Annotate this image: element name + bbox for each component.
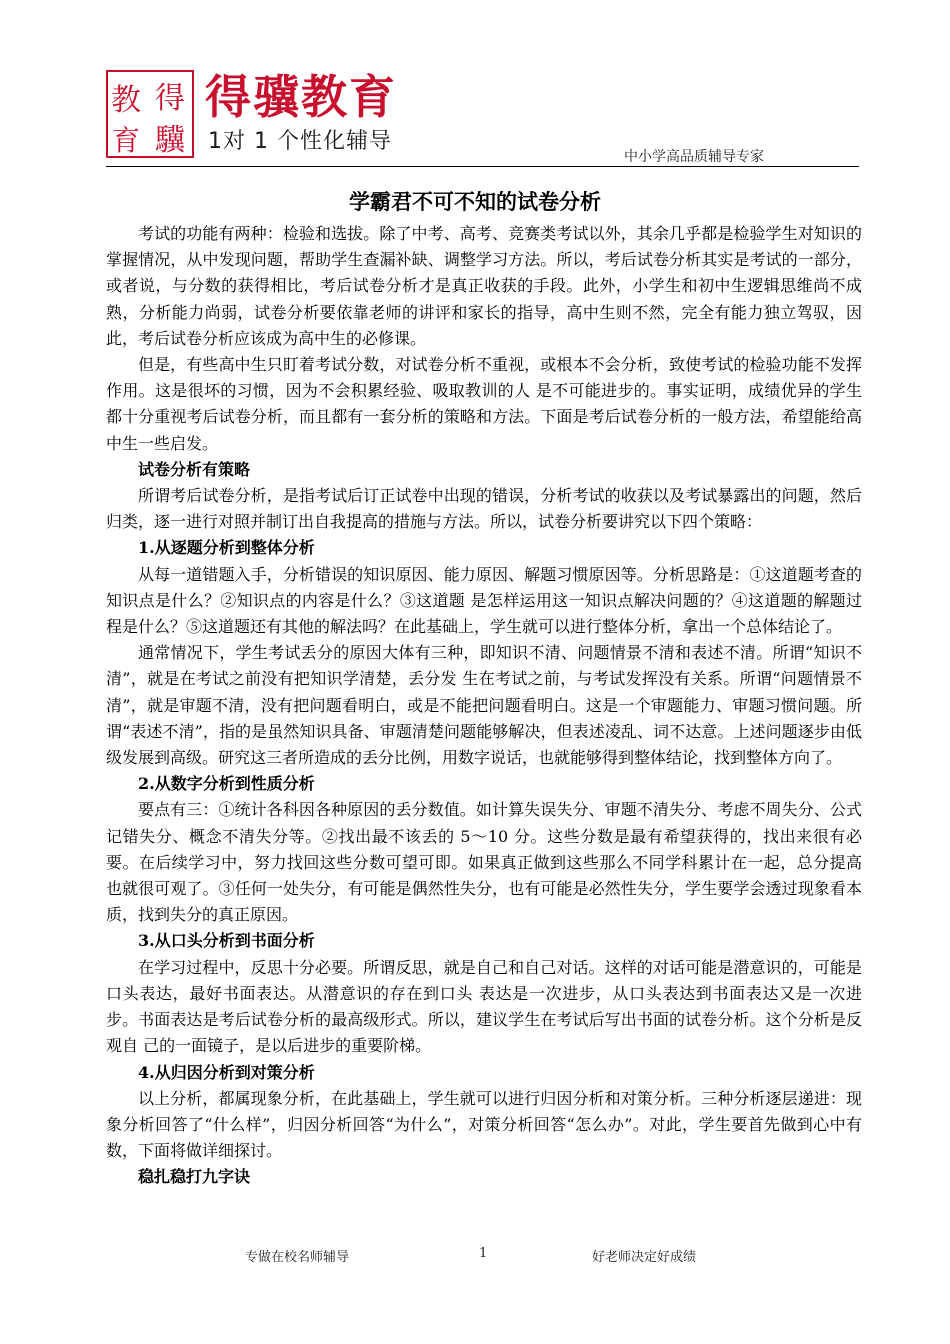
section-heading: 试卷分析有策略 [138,459,251,479]
body-paragraph: 以上分析，都属现象分析，在此基础上，学生就可以进行归因分析和对策分析。三种分析逐层递进：现象分析回答了“什么样”，归因分析回答“为什么”，对策分析回答“怎么办”。对此，学生要首先做到心中有数，下面将做详细探讨。 [106,1088,862,1161]
logo-seal-icon [106,70,194,158]
svg-text:得: 得 [155,81,185,116]
section-heading: 稳扎稳打九字诀 [138,1167,251,1187]
section-heading: 1.从逐题分析到整体分析 [138,538,315,558]
section-heading: 4.从归因分析到对策分析 [138,1062,315,1082]
logo-subtitle: 1对 1 个性化辅导 [208,129,392,154]
body-paragraph: 在学习过程中，反思十分必要。所谓反思，就是自己和自己对话。这样的对话可能是潜意识的，可能是口头表达，最好书面表达。从潜意识的存在到口头 表达是一次进步，从口头表达到书面表达又是一次进步。书面表达是考后试卷分析的最高级形式。所以，建议学生在考试后写出书面的试卷分析。这个分析是反观自 己的一面镜子，是以后进步的重要阶梯。 [106,957,862,1056]
body-paragraph: 考试的功能有两种：检验和选拔。除了中考、高考、竞赛类考试以外，其余几乎都是检验学生对知识的掌握情况，从中发现问题，帮助学生查漏补缺、调整学习方法。所以，考后试卷分析其实是考试的一部分，或者说，与分数的获得相比，考后试卷分析才是真正收获的手段。此外，小学生和初中生逻辑思维尚不成 熟，分析能力尚弱，试卷分析要依靠老师的讲评和家长的指导，高中生则不然，完全有能力独立驾驭，因此，考后试卷分析应该成为高中生的必修课。 [106,224,862,348]
footer-right-text: 好老师决定好成绩 [592,1250,697,1265]
body-paragraph: 所谓考后试卷分析，是指考试后订正试卷中出现的错误，分析考试的收获以及考试暴露出的问题，然后归类，逐一进行对照并制订出自我提高的措施与方法。所以，试卷分析要讲究以下四个策略： [106,486,862,532]
footer-left-text: 专做在校名师辅导 [245,1250,350,1265]
document-title: 学霸君不可不知的试卷分析 [349,189,601,214]
body-paragraph: 要点有三：①统计各科因各种原因的丢分数值。如计算失误失分、审题不清失分、考虑不周失分、公式记错失分、概念不清失分等。②找出最不该丢的 5～10 分。这些分数是最有希望获得的，找出来很有必要。在后续学习中，努力找回这些分数可望可即。如果真正做到这些那么不同学科累计在一起，总分提高 也就很可观了。③任何一处失分，有可能是偶然性失分，也有可能是必然性失分，学生要学会透过现象看本质，找到失分的真正原因。 [106,800,862,925]
body-paragraph: 通常情况下，学生考试丢分的原因大体有三种，即知识不清、问题情景不清和表述不清。所谓“知识不清”，就是在考试之前没有把知识学清楚，丢分发 生在考试之前，与考试发挥没有关系。所谓“问题情景不清”，就是审题不清，没有把问题看明白，或是不能把问题看明白。这是一个审题能力、审题习惯问题。所 谓“表述不清”，指的是虽然知识具备、审题清楚问题能够解决，但表述凌乱、词不达意。上述问题逐步由低级发展到高级。研究这三者所造成的丢分比例，用数字说话，也就能够得到整体结论，找到整体方向了。 [106,643,862,768]
svg-text:教: 教 [111,83,141,118]
header-tagline: 中小学高品质辅导专家 [624,149,764,165]
body-paragraph: 但是，有些高中生只盯着考试分数，对试卷分析不重视，或根本不会分析，致使考试的检验功能不发挥作用。这是很坏的习惯，因为不会积累经验、吸取教训的人 是不可能进步的。事实证明，成绩优异的学生都十分重视考后试卷分析，而且都有一套分析的策略和方法。下面是考后试卷分析的一般方法，希望能给高中生一些启发。 [106,355,862,453]
header-divider [106,166,859,167]
svg-text:驥: 驥 [155,123,185,158]
document-body [106,221,862,1191]
svg-text:育: 育 [111,124,141,157]
body-paragraph: 从每一道错题入手，分析错误的知识原因、能力原因、解题习惯原因等。分析思路是：①这道题考查的知识点是什么？②知识点的内容是什么？③这道题 是怎样运用这一知识点解决问题的？④这道题的解题过程是什么？⑤这道题还有其他的解法吗？在此基础上，学生就可以进行整体分析，拿出一个总体结论了。 [106,564,862,637]
section-heading: 2.从数字分析到性质分析 [138,774,315,794]
page-footer [0,1246,950,1266]
page-number: 1 [479,1246,488,1261]
section-heading: 3.从口头分析到书面分析 [138,931,315,951]
logo-title: 得骥教育 [205,70,397,124]
